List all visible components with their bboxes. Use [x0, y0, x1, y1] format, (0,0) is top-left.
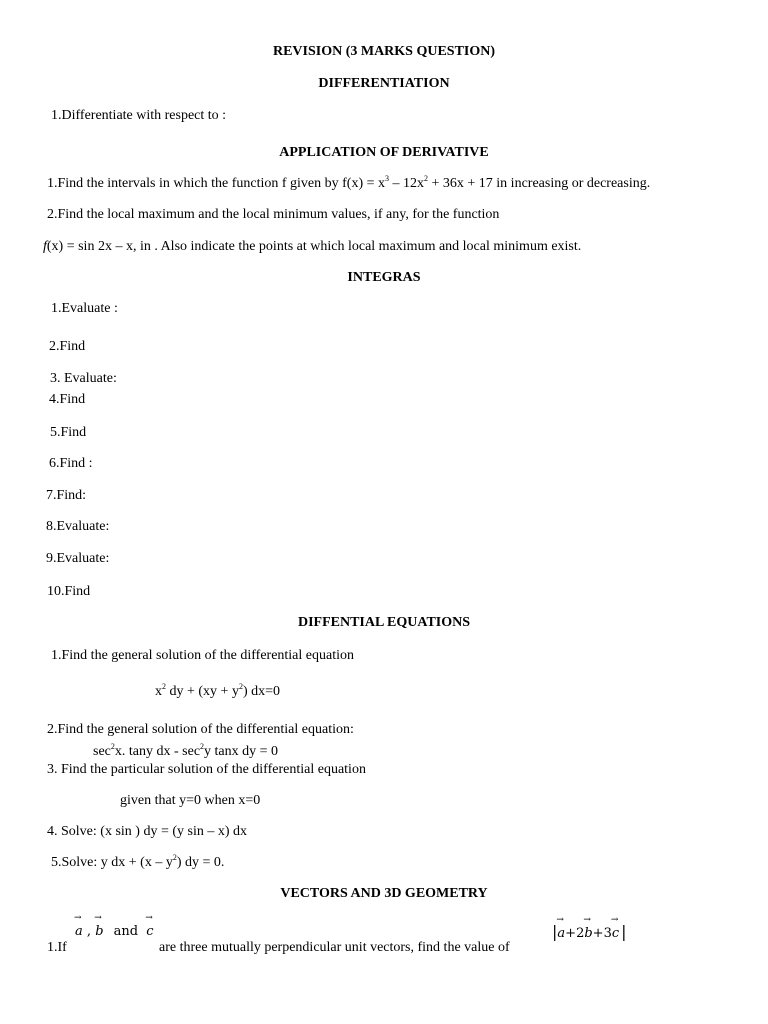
expr-plus-2: + [592, 926, 604, 941]
and-word: and [113, 924, 139, 939]
integral-item-1: 1.Evaluate : [51, 301, 118, 316]
expr-vector-c: → c [612, 926, 619, 941]
eq2-part-a: sec [93, 744, 111, 759]
q5-part-a: 5.Solve: y dx + (x – y [51, 855, 173, 870]
integral-item-3: 3. Evaluate: [50, 371, 117, 386]
vector-b: → b [95, 924, 103, 939]
application-q2-line2b: . Also indicate the points at which local maximum and local minimum exist. [150, 239, 582, 254]
section-title-differentiation: DIFFERENTIATION [318, 76, 450, 91]
vector-a: → a [75, 924, 83, 939]
application-q1-sup1: 3 [385, 174, 389, 183]
differential-q1-equation [155, 684, 280, 700]
expr-coef-2: 2 [576, 926, 585, 941]
integral-item-4: 4.Find [49, 392, 86, 407]
eq1-sup1: 2 [162, 682, 166, 691]
expr-coef-3: 3 [603, 926, 612, 941]
eq1-part-a: x [155, 684, 162, 699]
application-q2-line1: 2.Find the local maximum and the local minimum values, if any, for the function [47, 207, 500, 222]
differential-q2: 2.Find the general solution of the differential equation: [47, 722, 354, 737]
application-q1-part-b: – 12x [389, 176, 424, 191]
integral-item-7: 7.Find: [46, 488, 87, 503]
expr-plus-1: + [565, 926, 577, 941]
application-q2-line2a: (x) = sin 2x – x, in [46, 239, 151, 254]
differential-q3: 3. Find the particular solution of the differential equation [47, 762, 366, 777]
differential-q2-equation [93, 744, 278, 760]
page-title: REVISION (3 MARKS QUESTION) [272, 44, 496, 59]
eq1-sup2: 2 [238, 682, 243, 691]
eq1-part-b: dy + (xy + y [166, 684, 239, 699]
eq2-part-b: x. tany dx - sec [114, 744, 201, 759]
expr-vector-a: → a [557, 926, 565, 941]
application-q1 [47, 176, 650, 192]
integral-item-8: 8.Evaluate: [46, 519, 110, 534]
section-title-application: APPLICATION OF DERIVATIVE [279, 145, 489, 160]
vectors-q1-text: are three mutually perpendicular unit vectors, find the value of [159, 940, 510, 955]
vectors-q1-if: 1.If [47, 940, 67, 955]
differential-q5 [51, 855, 224, 871]
section-title-integrals: INTEGRAS [347, 270, 421, 285]
q5-part-b: ) dy = 0. [176, 855, 225, 870]
integral-item-2: 2.Find [49, 339, 86, 354]
eq2-part-c: y tanx dy = 0 [204, 744, 279, 759]
differential-q3-condition: given that y=0 when x=0 [120, 793, 261, 808]
differential-q1: 1.Find the general solution of the differential equation [51, 648, 354, 663]
vector-magnitude-expression: |→ a+2→ b+3→ c | [552, 922, 627, 941]
application-q1-part-a: 1.Find the intervals in which the function f given by f(x) = x [47, 176, 385, 191]
differential-q4: 4. Solve: (x sin ) dy = (y sin – x) dx [47, 824, 247, 839]
integral-item-6: 6.Find : [49, 456, 93, 471]
section-title-differential: DIFFENTIAL EQUATIONS [297, 615, 471, 630]
differentiation-q1: 1.Differentiate with respect to : [51, 108, 227, 123]
eq1-part-c: ) dx=0 [242, 684, 281, 699]
application-q2-fx: f [43, 239, 47, 254]
integral-item-9: 9.Evaluate: [46, 551, 110, 566]
application-q2-line2 [43, 239, 581, 255]
eq2-sup2: 2 [200, 742, 205, 751]
q5-sup: 2 [172, 853, 177, 862]
application-q1-part-c: + 36x + 17 in increasing or decreasing. [428, 176, 651, 191]
integral-item-10: 10.Find [47, 584, 91, 599]
section-title-vectors: VECTORS AND 3D GEOMETRY [280, 886, 488, 901]
vector-list: → a , → b and → c [75, 924, 154, 939]
eq2-sup1: 2 [110, 742, 115, 751]
integral-item-5: 5.Find [50, 425, 87, 440]
application-q1-sup2: 2 [424, 174, 428, 183]
expr-vector-b: → b [584, 926, 592, 941]
vector-c: → c [146, 924, 153, 939]
